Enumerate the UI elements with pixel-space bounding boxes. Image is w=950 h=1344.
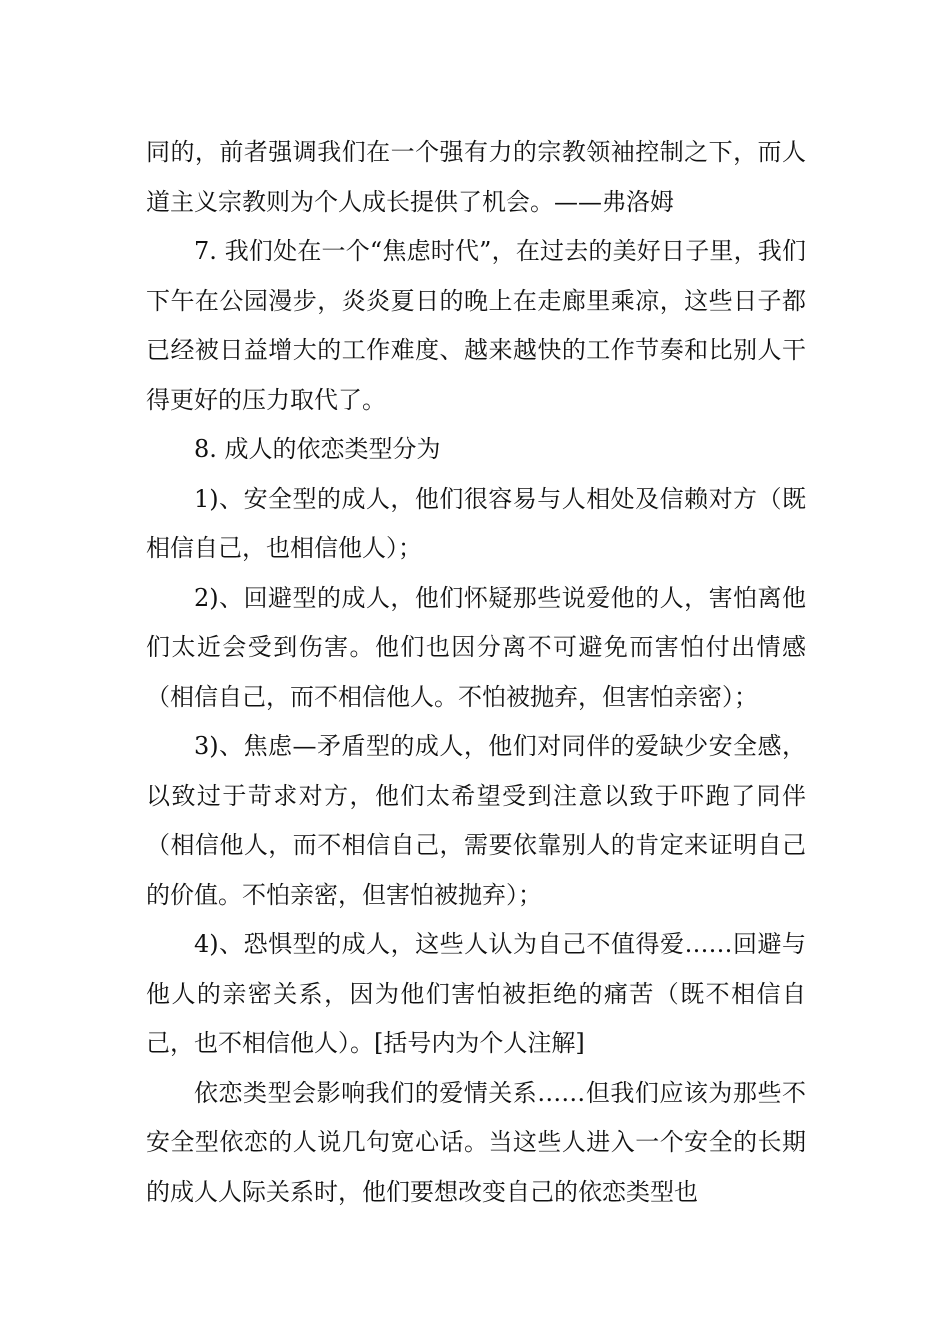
paragraph-closing: 依恋类型会影响我们的爱情关系……但我们应该为那些不安全型依恋的人说几句宽心话。当这些人进入一个安全的长期的成人人际关系时，他们要想改变自己的依恋类型也 xyxy=(146,1078,806,1206)
paragraph-continuation: 同的，前者强调我们在一个强有力的宗教领袖控制之下，而人道主义宗教则为个人成长提供了机会。——弗洛姆 xyxy=(146,138,806,216)
paragraph-subitem-3: 3)、焦虑—矛盾型的成人，他们对同伴的爱缺少安全感，以致过于苛求对方，他们太希望受到注意以致于吓跑了同伴（相信他人，而不相信自己，需要依靠别人的肯定来证明自己的价值。不怕亲密，但害怕被抛弃）； xyxy=(146,732,806,909)
paragraph-subitem-4: 4)、恐惧型的成人，这些人认为自己不值得爱……回避与他人的亲密关系，因为他们害怕被拒绝的痛苦（既不相信自己，也不相信他人）。[括号内为个人注解] xyxy=(146,930,806,1057)
paragraph-subitem-2: 2)、回避型的成人，他们怀疑那些说爱他的人，害怕离他们太近会受到伤害。他们也因分离不可避免而害怕付出情感（相信自己，而不相信他人。不怕被抛弃，但害怕亲密）； xyxy=(146,583,806,711)
paragraph-item-8: 8. 成人的依恋类型分为 xyxy=(194,435,441,463)
body-text xyxy=(146,128,806,1217)
paragraph-item-7: 7. 我们处在一个“焦虑时代”，在过去的美好日子里，我们下午在公园漫步，炎炎夏日的晚上在走廊里乘凉，这些日子都已经被日益增大的工作难度、越来越快的工作节奏和比别人干得更好的压力取代了。 xyxy=(146,237,806,414)
paragraph-subitem-1: 1)、安全型的成人，他们很容易与人相处及信赖对方（既相信自己，也相信他人）； xyxy=(146,484,806,562)
